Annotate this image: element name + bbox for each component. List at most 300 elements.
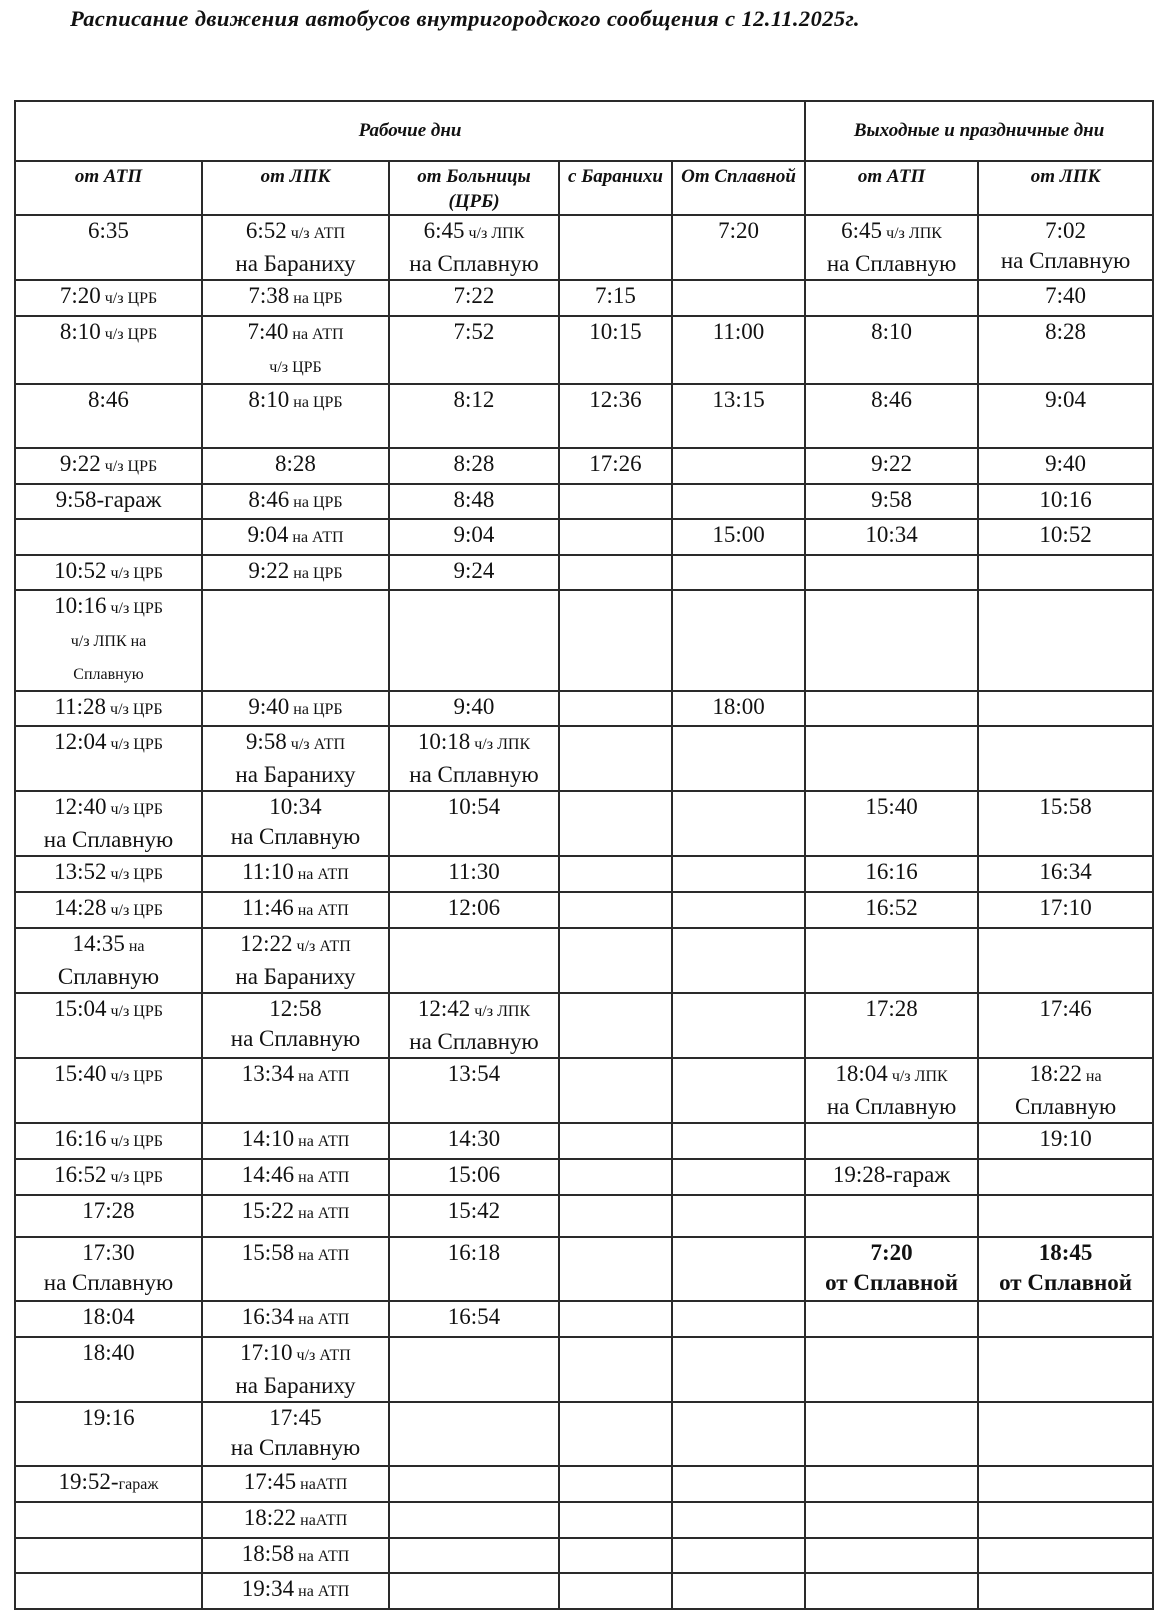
cell-line xyxy=(392,317,556,347)
cell-workdays-hospital xyxy=(389,1502,559,1538)
cell-workdays-atp xyxy=(15,1573,202,1609)
cell-line xyxy=(18,1160,199,1193)
cell-workdays-baranikha xyxy=(559,1337,672,1402)
cell-line xyxy=(18,792,199,825)
cell-line xyxy=(392,449,556,479)
cell-line xyxy=(18,556,199,589)
cell-workdays-splavnaya xyxy=(672,1195,805,1237)
cell-note: Сплавную xyxy=(73,666,144,683)
cell-workdays-lpk xyxy=(202,993,389,1058)
cell-workdays-atp xyxy=(15,1502,202,1538)
cell-line xyxy=(808,1092,975,1122)
cell-note: ч/з АТП xyxy=(292,1347,351,1364)
cell-weekends-atp xyxy=(805,316,978,384)
cell-weekends-lpk xyxy=(978,448,1153,484)
cell-note: на АТП xyxy=(294,1068,350,1085)
table-row xyxy=(15,590,1153,691)
cell-workdays-splavnaya xyxy=(672,384,805,448)
cell-line xyxy=(392,692,556,722)
cell-text: 18:04 xyxy=(835,1061,888,1086)
cell-weekends-atp xyxy=(805,1195,978,1237)
cell-workdays-hospital xyxy=(389,1123,559,1159)
cell-workdays-atp xyxy=(15,1301,202,1337)
cell-line xyxy=(392,792,556,822)
cell-workdays-hospital xyxy=(389,384,559,448)
cell-workdays-splavnaya xyxy=(672,590,805,691)
cell-workdays-lpk xyxy=(202,1402,389,1466)
cell-line xyxy=(808,449,975,479)
cell-weekends-lpk xyxy=(978,280,1153,316)
cell-note: ч/з ЦРБ xyxy=(106,565,163,582)
cell-text: 8:48 xyxy=(453,487,495,512)
cell-line xyxy=(205,962,386,992)
cell-weekends-atp xyxy=(805,1123,978,1159)
cell-line xyxy=(205,1503,386,1536)
cell-workdays-baranikha xyxy=(559,1237,672,1301)
cell-workdays-baranikha xyxy=(559,856,672,892)
cell-text: на Сплавную xyxy=(826,1094,957,1119)
cell-text: 9:04 xyxy=(247,522,289,547)
cell-text: 7:40 xyxy=(247,319,289,344)
cell-weekends-atp xyxy=(805,1237,978,1301)
cell-workdays-atp xyxy=(15,590,202,691)
cell-line xyxy=(205,556,386,589)
cell-text: 19:52- xyxy=(58,1469,119,1494)
cell-line xyxy=(675,216,802,246)
cell-weekends-atp xyxy=(805,384,978,448)
cell-workdays-atp xyxy=(15,993,202,1058)
cell-weekends-lpk xyxy=(978,1573,1153,1609)
cell-line xyxy=(981,1124,1150,1154)
cell-workdays-atp xyxy=(15,1123,202,1159)
table-row xyxy=(15,1573,1153,1609)
cell-note: ч/з ЦРБ xyxy=(106,1068,163,1085)
table-row xyxy=(15,928,1153,993)
cell-text: 12:36 xyxy=(589,387,642,412)
cell-note: ч/з ЦРБ xyxy=(106,736,163,753)
cell-weekends-lpk xyxy=(978,1402,1153,1466)
cell-text: 15:58 xyxy=(241,1240,295,1265)
cell-workdays-splavnaya xyxy=(672,316,805,384)
cell-line xyxy=(18,929,199,962)
cell-line xyxy=(205,1539,386,1572)
cell-text: 16:52 xyxy=(865,895,918,920)
cell-text: 12:06 xyxy=(447,895,501,920)
cell-text: 10:52 xyxy=(54,558,107,583)
cell-text: 9:40 xyxy=(453,694,495,719)
cell-text: 10:16 xyxy=(54,593,107,618)
cell-workdays-lpk xyxy=(202,1337,389,1402)
cell-note: на АТП xyxy=(294,1548,350,1565)
cell-text: 18:45 xyxy=(1038,1240,1093,1265)
cell-text: на Сплавную xyxy=(409,762,539,787)
cell-workdays-atp xyxy=(15,215,202,280)
cell-text: на Сплавную xyxy=(409,1029,539,1054)
cell-workdays-hospital xyxy=(389,1058,559,1123)
cell-line xyxy=(562,385,669,415)
cell-workdays-baranikha xyxy=(559,1573,672,1609)
cell-line xyxy=(18,1196,199,1226)
cell-weekends-lpk xyxy=(978,928,1153,993)
cell-note: на xyxy=(1081,1068,1102,1085)
cell-text: 7:52 xyxy=(453,319,495,344)
cell-note: ч/з ЦРБ xyxy=(269,359,322,376)
cell-text: 18:40 xyxy=(82,1340,135,1365)
cell-text: 17:28 xyxy=(82,1198,135,1223)
cell-workdays-baranikha xyxy=(559,1502,672,1538)
cell-note: наАТП xyxy=(296,1512,348,1529)
cell-weekends-atp xyxy=(805,555,978,590)
cell-text: 8:28 xyxy=(1045,319,1086,344)
cell-line xyxy=(18,449,199,482)
cell-text: 19:28-гараж xyxy=(832,1162,951,1187)
table-row xyxy=(15,519,1153,555)
cell-text: 12:40 xyxy=(54,794,107,819)
cell-text: 12:22 xyxy=(240,931,293,956)
cell-workdays-hospital xyxy=(389,1159,559,1195)
cell-line xyxy=(205,1024,386,1054)
cell-weekends-atp xyxy=(805,1573,978,1609)
cell-workdays-splavnaya xyxy=(672,993,805,1058)
cell-workdays-splavnaya xyxy=(672,791,805,856)
cell-workdays-splavnaya xyxy=(672,726,805,791)
col-header-workdays-splavnaya: От Сплавной xyxy=(672,161,805,215)
cell-text: 18:22 xyxy=(243,1505,297,1530)
cell-line xyxy=(205,1433,386,1463)
cell-text: 17:28 xyxy=(865,996,918,1021)
cell-workdays-lpk xyxy=(202,892,389,928)
cell-line xyxy=(808,485,975,515)
cell-text: 19:16 xyxy=(82,1405,135,1430)
cell-line xyxy=(392,1124,556,1154)
cell-text: 10:15 xyxy=(589,319,642,344)
cell-workdays-lpk xyxy=(202,384,389,448)
cell-workdays-splavnaya xyxy=(672,1502,805,1538)
cell-workdays-baranikha xyxy=(559,1123,672,1159)
cell-weekends-lpk xyxy=(978,892,1153,928)
cell-text: на Сплавную xyxy=(43,1270,174,1295)
col-header-workdays-hospital: от Больницы (ЦРБ) xyxy=(389,161,559,215)
cell-line xyxy=(392,1238,556,1268)
cell-line xyxy=(18,1302,199,1332)
cell-text: на Сплавную xyxy=(230,1026,361,1051)
cell-workdays-hospital xyxy=(389,691,559,726)
cell-note: ч/з ЛПК xyxy=(882,225,942,242)
group-weekends: Выходные и праздничные дни xyxy=(805,101,1153,161)
cell-workdays-hospital xyxy=(389,1402,559,1466)
cell-line xyxy=(205,822,386,852)
cell-text: 17:10 xyxy=(240,1340,293,1365)
cell-workdays-lpk xyxy=(202,519,389,555)
cell-line xyxy=(205,994,386,1024)
cell-line xyxy=(205,1574,386,1607)
schedule-table xyxy=(14,100,1154,1610)
table-row xyxy=(15,1237,1153,1301)
cell-weekends-atp xyxy=(805,928,978,993)
cell-workdays-lpk xyxy=(202,1058,389,1123)
cell-text: 13:34 xyxy=(241,1061,295,1086)
cell-weekends-atp xyxy=(805,856,978,892)
cell-text: на Сплавную xyxy=(230,824,361,849)
cell-line xyxy=(392,281,556,311)
cell-text: 7:40 xyxy=(1045,283,1086,308)
cell-text: 17:26 xyxy=(589,451,642,476)
cell-note: на xyxy=(124,938,145,955)
cell-workdays-lpk xyxy=(202,1502,389,1538)
cell-line xyxy=(18,591,199,624)
cell-line xyxy=(392,727,556,760)
cell-line xyxy=(562,449,669,479)
table-row xyxy=(15,1123,1153,1159)
cell-line xyxy=(808,1238,975,1268)
cell-text: 8:10 xyxy=(871,319,912,344)
cell-line xyxy=(18,1338,199,1368)
cell-weekends-atp xyxy=(805,484,978,519)
cell-weekends-lpk xyxy=(978,1538,1153,1573)
cell-weekends-lpk xyxy=(978,1337,1153,1402)
cell-line xyxy=(675,317,802,347)
cell-line xyxy=(205,1160,386,1193)
cell-line xyxy=(808,1160,975,1190)
cell-weekends-atp xyxy=(805,280,978,316)
cell-line xyxy=(18,317,199,350)
cell-line xyxy=(205,760,386,790)
cell-workdays-atp xyxy=(15,1195,202,1237)
cell-weekends-lpk xyxy=(978,1123,1153,1159)
cell-note: ч/з ЦРБ xyxy=(106,902,163,919)
cell-line xyxy=(808,857,975,887)
cell-workdays-atp xyxy=(15,448,202,484)
cell-workdays-hospital xyxy=(389,993,559,1058)
cell-line xyxy=(18,657,199,690)
cell-text: 13:54 xyxy=(447,1061,501,1086)
cell-line xyxy=(981,281,1150,311)
cell-workdays-baranikha xyxy=(559,1301,672,1337)
cell-workdays-hospital xyxy=(389,555,559,590)
cell-text: 9:22 xyxy=(871,451,912,476)
cell-workdays-splavnaya xyxy=(672,892,805,928)
cell-text: Сплавную xyxy=(1014,1094,1117,1119)
cell-line xyxy=(205,893,386,926)
cell-text: от Сплавной xyxy=(825,1270,959,1295)
cell-workdays-splavnaya xyxy=(672,1123,805,1159)
cell-workdays-atp xyxy=(15,1159,202,1195)
cell-note: на АТП xyxy=(293,902,349,919)
cell-line xyxy=(392,893,556,923)
cell-text: 8:10 xyxy=(248,387,290,412)
cell-text: 6:52 xyxy=(245,218,287,243)
cell-text: на Бараниху xyxy=(235,964,356,989)
cell-weekends-atp xyxy=(805,1466,978,1502)
cell-workdays-lpk xyxy=(202,316,389,384)
cell-text: на Сплавную xyxy=(1000,248,1131,273)
cell-line xyxy=(808,520,975,550)
cell-note: ч/з ЦРБ xyxy=(100,326,158,343)
cell-line xyxy=(808,385,975,415)
cell-line xyxy=(18,1238,199,1268)
cell-text: Сплавную xyxy=(57,964,160,989)
cell-workdays-lpk xyxy=(202,1195,389,1237)
cell-text: 16:16 xyxy=(865,859,918,884)
cell-workdays-lpk xyxy=(202,1466,389,1502)
cell-workdays-baranikha xyxy=(559,1402,672,1466)
cell-line xyxy=(981,1268,1150,1298)
cell-text: 14:10 xyxy=(241,1126,295,1151)
cell-line xyxy=(981,1059,1150,1092)
cell-workdays-baranikha xyxy=(559,1538,672,1573)
cell-weekends-lpk xyxy=(978,519,1153,555)
cell-line xyxy=(205,1403,386,1433)
cell-line xyxy=(205,449,386,479)
cell-line xyxy=(675,385,802,415)
cell-text: 19:10 xyxy=(1039,1126,1092,1151)
cell-text: 16:16 xyxy=(54,1126,107,1151)
cell-text: 15:04 xyxy=(54,996,107,1021)
cell-workdays-hospital xyxy=(389,726,559,791)
cell-line xyxy=(205,929,386,962)
cell-text: 15:00 xyxy=(712,522,765,547)
cell-note: ч/з ЛПК xyxy=(470,736,531,753)
cell-workdays-lpk xyxy=(202,856,389,892)
cell-text: 8:12 xyxy=(453,387,495,412)
table-row xyxy=(15,555,1153,590)
cell-line xyxy=(808,792,975,822)
table-row xyxy=(15,726,1153,791)
cell-line xyxy=(205,857,386,890)
table-row xyxy=(15,384,1153,448)
cell-text: на Бараниху xyxy=(235,251,356,276)
cell-workdays-atp xyxy=(15,1058,202,1123)
cell-line xyxy=(981,994,1150,1024)
cell-workdays-hospital xyxy=(389,484,559,519)
cell-weekends-lpk xyxy=(978,1195,1153,1237)
cell-line xyxy=(205,1196,386,1229)
cell-note: на АТП xyxy=(293,866,349,883)
cell-text: 15:58 xyxy=(1039,794,1092,819)
cell-note: ч/з ЛПК xyxy=(470,1003,531,1020)
cell-text: 9:22 xyxy=(248,558,290,583)
cell-line xyxy=(981,449,1150,479)
cell-workdays-atp xyxy=(15,1402,202,1466)
cell-line xyxy=(18,1403,199,1433)
cell-workdays-splavnaya xyxy=(672,280,805,316)
cell-text: 7:02 xyxy=(1045,218,1086,243)
cell-workdays-lpk xyxy=(202,1538,389,1573)
cell-line xyxy=(808,893,975,923)
cell-line xyxy=(392,485,556,515)
cell-line xyxy=(392,520,556,550)
cell-line xyxy=(808,249,975,279)
cell-text: 9:58 xyxy=(245,729,287,754)
cell-text: 9:04 xyxy=(453,522,495,547)
cell-workdays-lpk xyxy=(202,726,389,791)
cell-workdays-baranikha xyxy=(559,993,672,1058)
cell-line xyxy=(205,1059,386,1092)
cell-line xyxy=(18,1467,199,1500)
cell-text: 15:40 xyxy=(54,1061,107,1086)
cell-workdays-splavnaya xyxy=(672,1573,805,1609)
cell-text: 7:20 xyxy=(870,1240,913,1265)
table-row xyxy=(15,1159,1153,1195)
cell-text: 17:45 xyxy=(269,1405,322,1430)
cell-workdays-atp xyxy=(15,555,202,590)
cell-weekends-atp xyxy=(805,519,978,555)
cell-text: 18:58 xyxy=(241,1541,295,1566)
cell-text: 16:34 xyxy=(1039,859,1092,884)
cell-text: 8:10 xyxy=(59,319,101,344)
cell-line xyxy=(392,216,556,249)
cell-weekends-lpk xyxy=(978,791,1153,856)
table-row xyxy=(15,1058,1153,1123)
cell-line xyxy=(392,1302,556,1332)
cell-workdays-atp xyxy=(15,791,202,856)
cell-note: ч/з ЦРБ xyxy=(106,701,163,718)
cell-workdays-baranikha xyxy=(559,691,672,726)
cell-text: 18:00 xyxy=(712,694,765,719)
cell-text: 13:15 xyxy=(712,387,765,412)
table-row xyxy=(15,316,1153,384)
cell-workdays-splavnaya xyxy=(672,856,805,892)
cell-text: 17:30 xyxy=(82,1240,135,1265)
cell-text: 13:52 xyxy=(54,859,107,884)
cell-line xyxy=(18,692,199,725)
cell-weekends-atp xyxy=(805,993,978,1058)
cell-text: 14:46 xyxy=(241,1162,295,1187)
cell-workdays-atp xyxy=(15,928,202,993)
cell-text: на Сплавную xyxy=(409,251,539,276)
cell-text: на Сплавную xyxy=(826,251,957,276)
cell-workdays-atp xyxy=(15,519,202,555)
table-row xyxy=(15,1466,1153,1502)
cell-workdays-splavnaya xyxy=(672,1058,805,1123)
table-row xyxy=(15,691,1153,726)
cell-weekends-lpk xyxy=(978,316,1153,384)
cell-workdays-splavnaya xyxy=(672,484,805,519)
cell-note: ч/з ЦРБ xyxy=(100,290,158,307)
table-row xyxy=(15,1195,1153,1237)
cell-note: ч/з АТП xyxy=(286,225,346,242)
cell-weekends-atp xyxy=(805,448,978,484)
cell-weekends-atp xyxy=(805,1538,978,1573)
table-row xyxy=(15,1301,1153,1337)
cell-line xyxy=(18,216,199,246)
cell-line xyxy=(18,281,199,314)
cell-workdays-splavnaya xyxy=(672,1402,805,1466)
cell-weekends-lpk xyxy=(978,1159,1153,1195)
cell-note: на АТП xyxy=(294,1169,350,1186)
page-title: Расписание движения автобусов внутригородского сообщения с 12.11.2025г. xyxy=(70,6,860,31)
cell-line xyxy=(392,1160,556,1190)
cell-weekends-atp xyxy=(805,1058,978,1123)
cell-workdays-hospital xyxy=(389,590,559,691)
cell-line xyxy=(205,727,386,760)
cell-line xyxy=(392,1027,556,1057)
cell-text: 15:40 xyxy=(865,794,918,819)
cell-workdays-hospital xyxy=(389,519,559,555)
cell-text: 16:34 xyxy=(241,1304,295,1329)
cell-text: 11:00 xyxy=(712,319,765,344)
cell-text: на Бараниху xyxy=(235,1373,356,1398)
cell-line xyxy=(981,857,1150,887)
cell-text: 19:34 xyxy=(241,1576,295,1601)
cell-workdays-lpk xyxy=(202,1123,389,1159)
cell-text: 11:10 xyxy=(242,859,294,884)
cell-line xyxy=(205,317,386,350)
cell-weekends-atp xyxy=(805,892,978,928)
cell-text: на Сплавную xyxy=(43,827,174,852)
cell-workdays-baranikha xyxy=(559,280,672,316)
cell-workdays-hospital xyxy=(389,215,559,280)
